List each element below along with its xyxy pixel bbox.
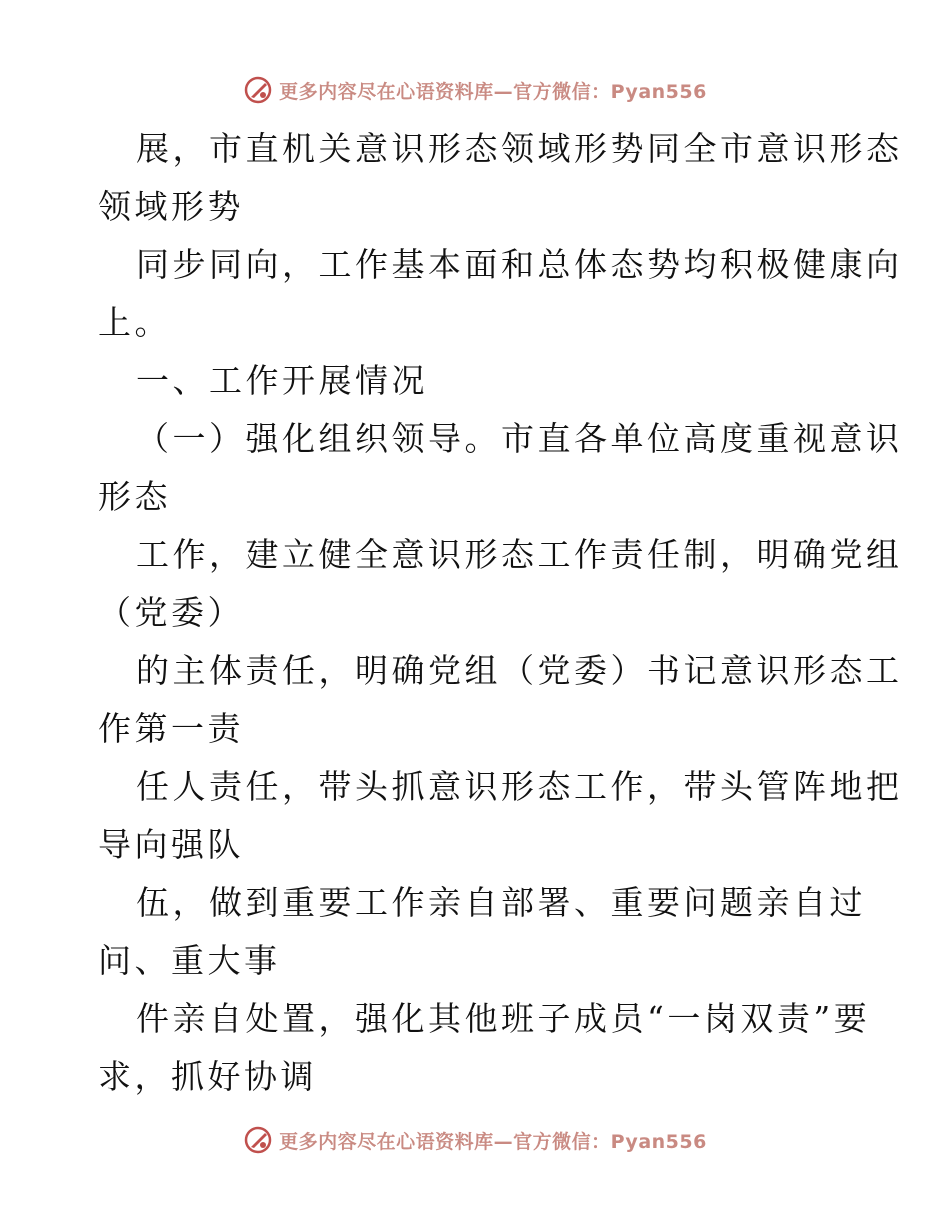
text-line: 件亲自处置，强化其他班子成员“一岗双责”要: [136, 999, 871, 1038]
text-line: 任人责任，带头抓意识形态工作，带头管阵地把: [136, 767, 903, 806]
text-line: 一、工作开展情况: [136, 361, 428, 400]
text-line: 领域形势: [98, 187, 244, 226]
text-line: 求，抓好协调: [98, 1057, 317, 1096]
text-line: 上。: [98, 303, 171, 342]
text-line: 伍，做到重要工作亲自部署、重要问题亲自过: [136, 883, 866, 922]
header-watermark-text: 更多内容尽在心语资料库—官方微信：Pyan556: [279, 80, 707, 103]
footer-watermark-text: 更多内容尽在心语资料库—官方微信：Pyan556: [279, 1130, 707, 1153]
header-watermark-banner: [0, 70, 950, 110]
text-line: 导向强队: [98, 825, 244, 864]
text-line: 的主体责任，明确党组（党委）书记意识形态工: [136, 651, 903, 690]
text-line: 工作，建立健全意识形态工作责任制，明确党组: [136, 535, 903, 574]
text-line: 展，市直机关意识形态领域形势同全市意识形态: [136, 129, 903, 168]
document-body: [98, 120, 903, 1106]
text-line: （党委）: [98, 593, 244, 632]
footer-watermark-banner: [0, 1120, 950, 1160]
quill-logo-icon: [243, 75, 273, 105]
text-line: 形态: [98, 477, 171, 516]
text-line: 作第一责: [98, 709, 244, 748]
text-line: 问、重大事: [98, 941, 281, 980]
text-line: 同步同向，工作基本面和总体态势均积极健康向: [136, 245, 903, 284]
text-line: （一）强化组织领导。市直各单位高度重视意识: [136, 419, 903, 458]
quill-logo-icon: [243, 1125, 273, 1155]
